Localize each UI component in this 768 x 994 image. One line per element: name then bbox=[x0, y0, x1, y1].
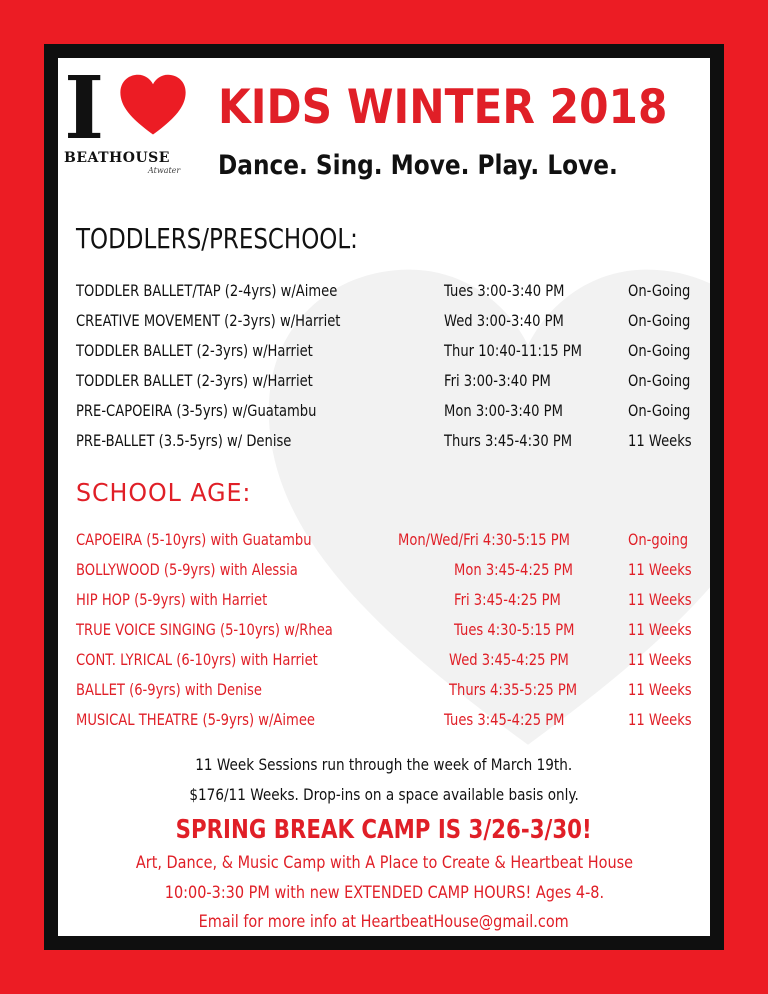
class-name: CREATIVE MOVEMENT (2-3yrs) w/Harriet bbox=[76, 311, 341, 330]
class-row bbox=[58, 555, 710, 585]
class-row bbox=[58, 426, 710, 456]
class-duration: 11 Weeks bbox=[628, 431, 692, 450]
class-name: TRUE VOICE SINGING (5-10yrs) w/Rhea bbox=[76, 620, 333, 639]
beathouse-logo bbox=[64, 58, 194, 178]
class-time: Tues 3:45-4:25 PM bbox=[444, 710, 565, 729]
logo-letter: I bbox=[64, 58, 105, 159]
class-duration: 11 Weeks bbox=[628, 590, 692, 609]
class-duration: 11 Weeks bbox=[628, 680, 692, 699]
class-row bbox=[58, 396, 710, 426]
class-row bbox=[58, 645, 710, 675]
class-duration: 11 Weeks bbox=[628, 560, 692, 579]
class-time: Tues 3:00-3:40 PM bbox=[444, 281, 565, 300]
class-row bbox=[58, 615, 710, 645]
class-time: Mon 3:45-4:25 PM bbox=[454, 560, 573, 579]
camp-hours bbox=[58, 878, 710, 908]
school-age-section-title: SCHOOL AGE: bbox=[76, 478, 252, 507]
class-name: HIP HOP (5-9yrs) with Harriet bbox=[76, 590, 268, 609]
class-row bbox=[58, 336, 710, 366]
class-duration: 11 Weeks bbox=[628, 650, 692, 669]
poster-page bbox=[58, 58, 710, 936]
class-duration: On-Going bbox=[628, 401, 691, 420]
camp-description-text: Art, Dance, & Music Camp with A Place to Create & Heartbeat House bbox=[135, 853, 633, 873]
pricing-info-text: $176/11 Weeks. Drop-ins on a space available basis only. bbox=[189, 785, 579, 804]
heart-icon bbox=[118, 72, 188, 140]
class-name: CONT. LYRICAL (6-10yrs) with Harriet bbox=[76, 650, 318, 669]
class-name: MUSICAL THEATRE (5-9yrs) w/Aimee bbox=[76, 710, 315, 729]
class-duration: On-Going bbox=[628, 371, 691, 390]
class-duration: On-going bbox=[628, 530, 689, 549]
class-row bbox=[58, 525, 710, 555]
poster-frame bbox=[44, 44, 724, 950]
class-name: BALLET (6-9yrs) with Denise bbox=[76, 680, 262, 699]
class-duration: 11 Weeks bbox=[628, 620, 692, 639]
class-row bbox=[58, 366, 710, 396]
class-time: Fri 3:45-4:25 PM bbox=[454, 590, 561, 609]
sessions-info bbox=[58, 750, 710, 780]
camp-contact-text: Email for more info at HeartbeatHouse@gmail.com bbox=[198, 912, 570, 932]
class-name: CAPOEIRA (5-10yrs) with Guatambu bbox=[76, 530, 312, 549]
class-name: PRE-BALLET (3.5-5yrs) w/ Denise bbox=[76, 431, 292, 450]
class-name: TODDLER BALLET (2-3yrs) w/Harriet bbox=[76, 341, 313, 360]
class-duration: On-Going bbox=[628, 341, 691, 360]
class-time: Tues 4:30-5:15 PM bbox=[454, 620, 575, 639]
poster-title: KIDS WINTER 2018 bbox=[218, 80, 668, 135]
camp-hours-text: 10:00-3:30 PM with new EXTENDED CAMP HOURS! Ages 4-8. bbox=[164, 883, 604, 903]
camp-title-text: SPRING BREAK CAMP IS 3/26-3/30! bbox=[175, 815, 593, 845]
class-row bbox=[58, 276, 710, 306]
poster-tagline: Dance. Sing. Move. Play. Love. bbox=[218, 150, 618, 181]
class-time: Wed 3:45-4:25 PM bbox=[449, 650, 569, 669]
class-time: Mon/Wed/Fri 4:30-5:15 PM bbox=[398, 530, 570, 549]
camp-contact bbox=[58, 907, 710, 936]
class-duration: 11 Weeks bbox=[628, 710, 692, 729]
class-name: TODDLER BALLET/TAP (2-4yrs) w/Aimee bbox=[76, 281, 338, 300]
camp-title bbox=[58, 810, 710, 850]
class-name: TODDLER BALLET (2-3yrs) w/Harriet bbox=[76, 371, 313, 390]
class-name: PRE-CAPOEIRA (3-5yrs) w/Guatambu bbox=[76, 401, 317, 420]
class-duration: On-Going bbox=[628, 281, 691, 300]
class-row bbox=[58, 585, 710, 615]
class-time: Thurs 4:35-5:25 PM bbox=[449, 680, 578, 699]
camp-description bbox=[58, 848, 710, 878]
class-time: Thurs 3:45-4:30 PM bbox=[444, 431, 573, 450]
class-row bbox=[58, 705, 710, 735]
class-name: BOLLYWOOD (5-9yrs) with Alessia bbox=[76, 560, 298, 579]
sessions-info-text: 11 Week Sessions run through the week of March 19th. bbox=[195, 755, 573, 774]
pricing-info bbox=[58, 780, 710, 810]
class-duration: On-Going bbox=[628, 311, 691, 330]
class-row bbox=[58, 306, 710, 336]
toddlers-section-title: TODDLERS/PRESCHOOL: bbox=[76, 222, 358, 255]
class-time: Mon 3:00-3:40 PM bbox=[444, 401, 563, 420]
logo-subtitle: Atwater bbox=[148, 166, 181, 175]
class-row bbox=[58, 675, 710, 705]
class-time: Thur 10:40-11:15 PM bbox=[444, 341, 582, 360]
class-time: Fri 3:00-3:40 PM bbox=[444, 371, 551, 390]
logo-name: BEATHOUSE bbox=[64, 150, 170, 166]
class-time: Wed 3:00-3:40 PM bbox=[444, 311, 564, 330]
